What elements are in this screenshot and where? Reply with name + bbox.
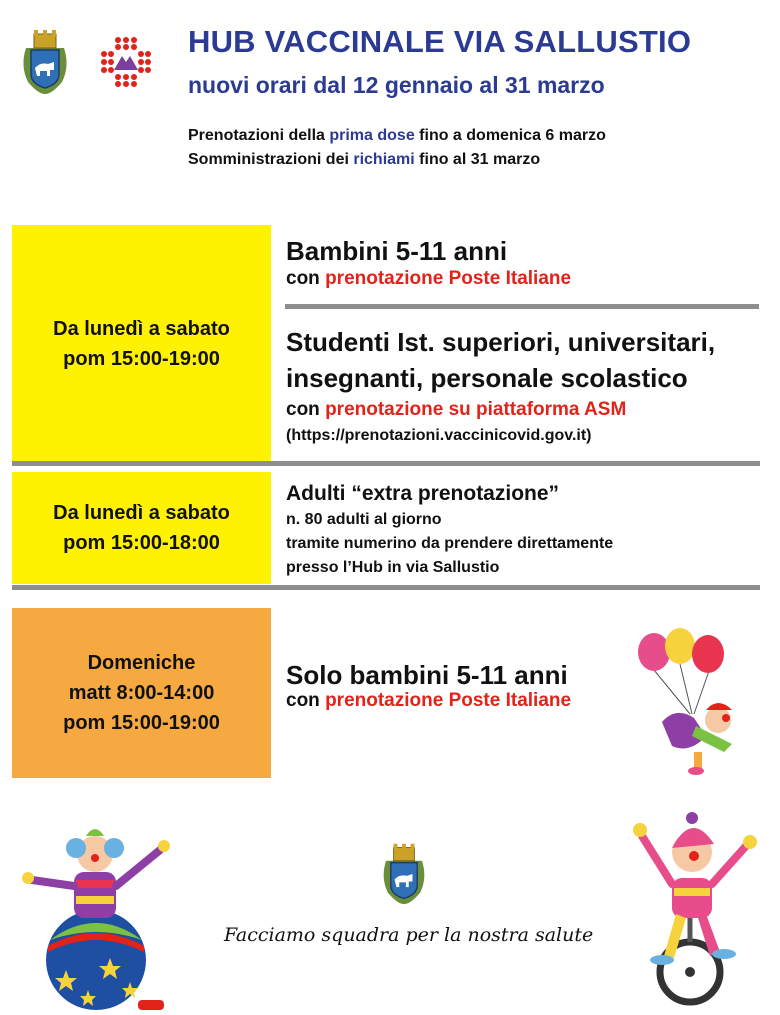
- schedule-days: Domeniche: [87, 652, 196, 674]
- clown-with-balloons-icon: [632, 626, 752, 776]
- group-adults-title: Adulti “extra prenotazione”: [286, 482, 560, 505]
- municipal-crest-icon: [378, 840, 430, 906]
- group-students-title-line2: insegnanti, personale scolastico: [286, 363, 688, 393]
- page-title: HUB VACCINALE VIA SALLUSTIO: [188, 24, 692, 59]
- clown-on-unicycle-icon: [628, 796, 768, 1010]
- intro-highlight-first-dose: prima dose: [329, 127, 415, 144]
- schedule-hours: pom 15:00-19:00: [63, 347, 220, 370]
- booking-prefix: con: [286, 690, 326, 711]
- group-children-title: Bambini 5-11 anni: [286, 236, 508, 266]
- group-students-booking: [286, 399, 626, 421]
- booking-method: prenotazione Poste Italiane: [325, 690, 572, 711]
- intro-line1-part-a: Prenotazioni della: [188, 127, 330, 144]
- booking-prefix: con: [286, 399, 326, 420]
- booking-prefix: con: [286, 268, 326, 289]
- schedule-hours: pom 15:00-18:00: [63, 532, 220, 554]
- intro-line-first-dose: [188, 124, 606, 148]
- booking-url: (https://prenotazioni.vaccinicovid.gov.it): [286, 427, 592, 444]
- intro-line2-part-a: Somministrazioni dei: [188, 151, 354, 168]
- divider: [285, 304, 759, 309]
- schedule-box-sunday: [12, 608, 271, 778]
- intro-line-boosters: [188, 148, 606, 172]
- schedule-box-weekday-19: [12, 225, 271, 462]
- schedule-days: Da lunedì a sabato: [53, 502, 230, 524]
- clown-on-ball-icon: [18, 820, 188, 1012]
- group-sunday-children-booking: [286, 690, 571, 712]
- group-children-booking: [286, 268, 571, 290]
- intro-line1-part-b: fino a domenica 6 marzo: [414, 127, 606, 144]
- divider: [12, 585, 760, 590]
- footer-motto: Facciamo squadra per la nostra salute: [224, 924, 594, 946]
- schedule-hours-morning: matt 8:00-14:00: [68, 682, 215, 704]
- schedule-hours: pom 15:00-19:00: [63, 712, 220, 734]
- group-adults-line3: presso l’Hub in via Sallustio: [286, 559, 500, 576]
- municipal-crest-icon: [18, 26, 72, 96]
- group-students-title-line1: Studenti Ist. superiori, universitari,: [286, 327, 716, 357]
- intro-highlight-boosters: richiami: [353, 151, 415, 168]
- booking-method: prenotazione Poste Italiane: [325, 268, 572, 289]
- group-sunday-children-title: Solo bambini 5-11 anni: [286, 660, 568, 690]
- divider: [12, 461, 760, 466]
- group-adults-line2: tramite numerino da prendere direttamente: [286, 535, 614, 552]
- page-subtitle: nuovi orari dal 12 gennaio al 31 marzo: [188, 72, 605, 98]
- booking-method: prenotazione su piattaforma ASM: [325, 399, 627, 420]
- red-cross-medical-logo-icon: [98, 34, 154, 90]
- schedule-days: Da lunedì a sabato: [53, 317, 230, 340]
- schedule-box-weekday-18: [12, 472, 271, 584]
- intro-text: [188, 124, 606, 172]
- intro-line2-part-b: fino al 31 marzo: [414, 151, 541, 168]
- group-adults-line1: n. 80 adulti al giorno: [286, 511, 442, 528]
